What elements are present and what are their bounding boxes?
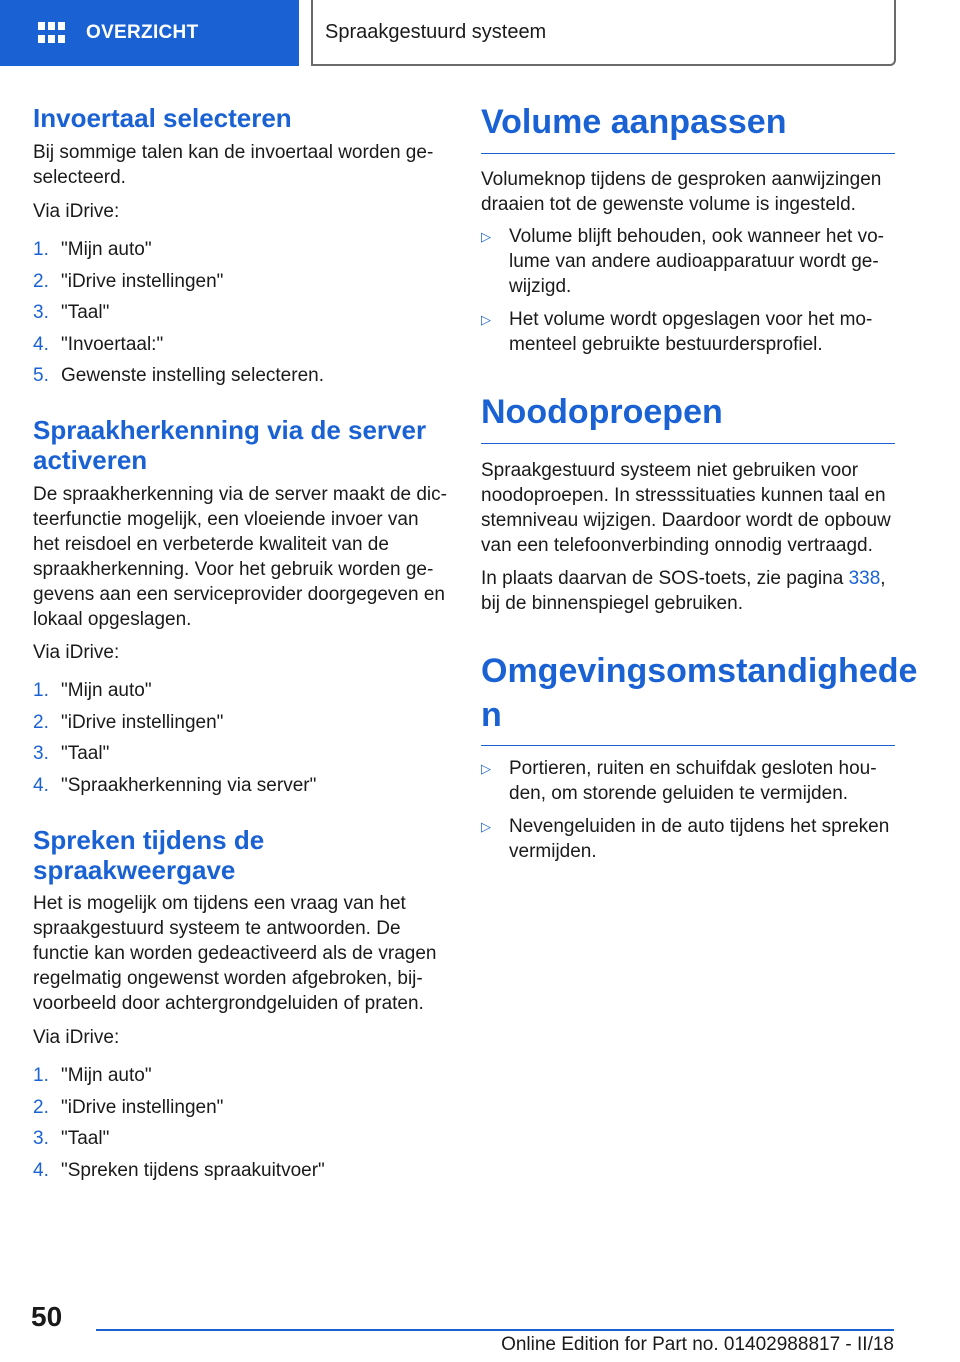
text-line: den, om storende geluiden te vermijden. xyxy=(509,783,849,804)
heading-line: n xyxy=(481,696,502,734)
page-header xyxy=(0,0,960,66)
step-text: "iDrive instellingen" xyxy=(61,1096,224,1118)
section-heading-server-recognition xyxy=(33,415,445,475)
text-line: vermijden. xyxy=(509,841,597,862)
step-number: 2. xyxy=(33,711,49,733)
list-item xyxy=(481,307,895,357)
step-text: "Mijn auto" xyxy=(61,680,152,701)
text-line: Spraakgestuurd systeem niet gebruiken voor xyxy=(481,460,859,481)
text-line: wijzigd. xyxy=(509,276,572,297)
text-line: Portieren, ruiten en schuifdak gesloten hou- xyxy=(509,758,877,779)
step-text: "Taal" xyxy=(61,1128,110,1149)
step-number: 5. xyxy=(33,365,49,386)
text-line: spraakherkenning. Voor het gebruik worden ge- xyxy=(33,559,434,580)
step-text: "Mijn auto" xyxy=(61,239,152,260)
chapter-title-box xyxy=(311,0,896,66)
text-line: Bij sommige talen kan de invoertaal worden ge- xyxy=(33,142,434,163)
text-fragment: , xyxy=(880,568,886,589)
step-text: "Mijn auto" xyxy=(61,1065,152,1086)
step-number: 2. xyxy=(33,270,49,292)
list-item xyxy=(33,678,445,703)
list-item xyxy=(33,363,445,388)
page-number: 50 xyxy=(31,1301,63,1332)
list-item xyxy=(33,710,445,735)
step-text: "Spraakherkenning via server" xyxy=(61,774,317,796)
list-item xyxy=(33,773,445,798)
list-item xyxy=(33,237,445,262)
list-item xyxy=(33,1158,445,1183)
list-item xyxy=(33,1126,445,1151)
bullet-list xyxy=(481,224,895,365)
text-line: bij de binnenspiegel gebruiken. xyxy=(481,593,743,614)
section-text xyxy=(481,167,895,217)
page-reference-link[interactable]: 338 xyxy=(848,568,881,589)
text-line: het reisdoel en verbeterde kwaliteit van de xyxy=(33,534,389,555)
triangle-bullet-icon: ▷ xyxy=(481,312,491,327)
step-text: "Taal" xyxy=(61,743,110,764)
step-text: "iDrive instellingen" xyxy=(61,711,224,733)
step-number: 2. xyxy=(33,1096,49,1118)
text-line: Het is mogelijk om tijdens een vraag van het xyxy=(33,893,406,914)
step-number: 4. xyxy=(33,774,49,796)
section-heading-environment xyxy=(481,649,918,746)
text-line: lume van andere audioapparatuur wordt ge- xyxy=(509,251,879,272)
text-line: De spraakherkenning via de server maakt de dic- xyxy=(33,484,447,505)
chapter-title: Spraakgestuurd systeem xyxy=(325,20,547,43)
text-line: spraakgestuurd systeem te antwoorden. De xyxy=(33,918,401,939)
overview-tab[interactable] xyxy=(0,0,299,66)
section-text xyxy=(33,482,447,632)
list-item xyxy=(481,224,895,299)
text-line: Volumeknop tijdens de gesproken aanwijzingen xyxy=(481,169,882,190)
triangle-bullet-icon: ▷ xyxy=(481,229,491,244)
text-line: lokaal opgeslagen. xyxy=(33,609,192,630)
text-line: stemniveau wijzigen. Daardoor wordt de opbouw xyxy=(481,510,891,531)
text-line: van een telefoonverbinding onnodig vertraagd. xyxy=(481,535,873,556)
step-number: 3. xyxy=(33,743,49,764)
text-line: voorbeeld door achtergrondgeluiden of praten. xyxy=(33,993,424,1014)
step-number: 1. xyxy=(33,239,49,260)
step-text: "Taal" xyxy=(61,302,110,323)
triangle-bullet-icon: ▷ xyxy=(481,819,491,834)
list-item xyxy=(481,814,895,864)
section-heading-volume: Volume aanpassen xyxy=(481,99,895,154)
section-text xyxy=(481,458,895,558)
section-heading-emergency-calls: Noodoproepen xyxy=(481,389,895,444)
step-number: 4. xyxy=(33,333,49,355)
triangle-bullet-icon: ▷ xyxy=(481,761,491,776)
text-line: Nevengeluiden in de auto tijdens het spreken xyxy=(509,816,890,837)
text-line: gevens aan een serviceprovider doorgegeven en xyxy=(33,584,445,605)
text-line: noodoproepen. In stresssituaties kunnen taal en xyxy=(481,485,886,506)
step-number: 4. xyxy=(33,1159,49,1181)
list-item xyxy=(33,269,445,294)
list-item xyxy=(481,756,895,806)
grid-menu-icon xyxy=(38,22,66,44)
text-line: teerfunctie mogelijk, een vloeiende invoer van xyxy=(33,509,419,530)
bullet-text xyxy=(509,814,889,864)
section-heading-input-language: Invoertaal selecteren xyxy=(33,103,292,133)
section-text xyxy=(33,891,447,1016)
bullet-list xyxy=(481,756,895,872)
bullet-text xyxy=(509,756,877,806)
edition-footer: Online Edition for Part no. 01402988817 - II/18 xyxy=(501,1334,894,1355)
list-item xyxy=(33,1095,445,1120)
heading-line: activeren xyxy=(33,445,148,475)
text-line: menteel gebruikte bestuurdersprofiel. xyxy=(509,334,823,355)
text-line: selecteerd. xyxy=(33,167,126,188)
section-text xyxy=(481,566,895,616)
bullet-text xyxy=(509,224,884,299)
steps-list xyxy=(33,678,445,804)
heading-line: Spraakherkenning via de server xyxy=(33,415,427,445)
section-heading-barge-in xyxy=(33,825,445,885)
text-fragment: In plaats daarvan de SOS-toets, zie pagina xyxy=(481,568,849,589)
heading-line: spraakweergave xyxy=(33,855,236,885)
bullet-text xyxy=(509,307,872,357)
overview-tab-label: OVERZICHT xyxy=(86,22,199,43)
steps-list xyxy=(33,1063,445,1189)
list-item xyxy=(33,1063,445,1088)
step-text: "Invoertaal:" xyxy=(61,333,164,355)
text-line: functie kan worden gedeactiveerd als de vragen xyxy=(33,943,437,964)
list-item xyxy=(33,332,445,357)
step-text: Gewenste instelling selecteren. xyxy=(61,365,324,386)
step-number: 3. xyxy=(33,302,49,323)
heading-line: Spreken tijdens de xyxy=(33,825,265,855)
text-line: regelmatig ongewenst worden afgebroken, bij- xyxy=(33,968,423,989)
section-text xyxy=(33,140,445,190)
heading-line: Omgevingsomstandighede xyxy=(481,652,918,690)
step-number: 3. xyxy=(33,1128,49,1149)
via-idrive-label: Via iDrive: xyxy=(33,642,120,663)
via-idrive-label: Via iDrive: xyxy=(33,201,120,222)
text-line: Het volume wordt opgeslagen voor het mo- xyxy=(509,309,873,330)
footer-divider xyxy=(96,1329,894,1331)
list-item xyxy=(33,741,445,766)
list-item xyxy=(33,300,445,325)
text-line: draaien tot de gewenste volume is ingesteld. xyxy=(481,194,856,215)
text-line: Volume blijft behouden, ook wanneer het vo- xyxy=(509,226,884,247)
step-number: 1. xyxy=(33,680,49,701)
via-idrive-label: Via iDrive: xyxy=(33,1027,120,1048)
steps-list xyxy=(33,237,445,395)
step-text: "Spreken tijdens spraakuitvoer" xyxy=(61,1159,325,1181)
step-text: "iDrive instellingen" xyxy=(61,270,224,292)
step-number: 1. xyxy=(33,1065,49,1086)
